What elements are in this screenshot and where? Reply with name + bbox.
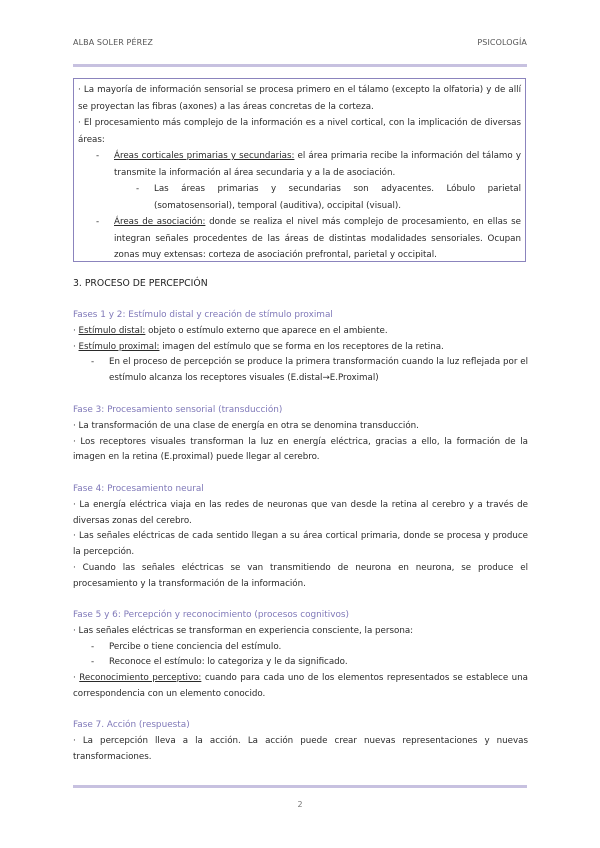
term: Estímulo distal: [78,325,146,336]
subheading: Fase 7. Acción (respuesta) [73,720,190,730]
box-sub-bullet [78,181,521,214]
bullet-text: donde se realiza el nivel más complejo de procesamiento, en ellas se integran señales procedentes de las áreas de distintas modalidades sensoriales. Ocupan zonas muy extensas: corteza de asociación prefrontal, parietal y occipital. [114,217,521,260]
page-number: 2 [297,800,303,809]
dash-marker: - [91,641,95,652]
dash-marker: - [96,217,100,227]
dash-marker: - [136,184,140,194]
list-item: - En el proceso de percepción se produce la primera transformación cuando la luz reflejada por el estímulo alcanza los receptores visuales (E.distal→E.Proximal) [91,357,528,384]
subheading: Fase 3: Procesamiento sensorial (transducción) [73,405,283,415]
box-paragraph: · La mayoría de información sensorial se procesa primero en el tálamo (excepto la olfatoria) y de allí se proyectan las fibras (axones) a las áreas concretas de la corteza. [78,85,521,112]
term: Áreas de asociación: [114,217,206,227]
section-phases-1-2 [73,308,528,387]
text-line: · La transformación de una clase de energía en otra se denomina transducción. [73,420,419,431]
bullet-text: Las áreas primarias y secundarias son adyacentes. Lóbulo parietal (somatosensorial), temporal (auditiva), occipital (visual). [154,184,521,211]
text-line: · La energía eléctrica viaja en las redes de neuronas que van desde la retina al cerebro y a través de diversas zonas del cerebro. [73,499,528,526]
header-author: ALBA SOLER PÉREZ [73,38,153,47]
text-line: · La percepción lleva a la acción. La acción puede crear nuevas representaciones y nuevas transformaciones. [73,735,528,762]
text-line: · Los receptores visuales transforman la luz en energía eléctrica, gracias a ello, la formación de la imagen en la retina (E.proximal) puede llegar al cerebro. [73,436,528,463]
list-item: - Percibe o tiene conciencia del estímulo. [73,640,528,656]
term: Reconocimiento perceptivo: [79,673,202,684]
subheading: Fases 1 y 2: Estímulo distal y creación de stímulo proximal [73,310,333,320]
section-phase-3 [73,403,528,466]
box-bullet [78,214,521,264]
dash-marker: - [91,657,95,668]
section-phase-4 [73,482,528,593]
list-item: - Reconoce el estímulo: lo categoriza y le da significado. [73,655,528,671]
term: Estímulo proximal: [78,341,160,352]
summary-box [73,78,526,262]
footer-rule [73,785,527,788]
text-line: · Las señales eléctricas de cada sentido llegan a su área cortical primaria, donde se procesa y produce la percepción. [73,531,528,558]
box-bullet [78,148,521,181]
term: Áreas corticales primarias y secundarias: [114,151,295,161]
subheading: Fase 5 y 6: Percepción y reconocimiento (procesos cognitivos) [73,610,349,620]
section-phases-5-6 [73,608,528,703]
box-paragraph: · El procesamiento más complejo de la información es a nivel cortical, con la implicación de diversas áreas: [78,118,521,145]
text-line: · Reconocimiento perceptivo: cuando para cada uno de los elementos representados se establece una correspondencia con un elemento conocido. [73,673,528,699]
subheading: Fase 4: Procesamiento neural [73,484,204,494]
section-title: 3. PROCESO DE PERCEPCIÓN [73,278,208,289]
bullet-text: el área primaria recibe la información del tálamo y transmite la información al área secundaria y a la de asociación. [114,151,521,178]
header-subject: PSICOLOGÍA [477,38,527,47]
dash-marker: - [91,357,95,368]
text-line: · Estímulo proximal: imagen del estímulo que se forma en los receptores de la retina. [73,341,444,352]
header-rule [73,64,527,67]
dash-marker: - [96,151,100,161]
section-phase-7 [73,718,528,765]
text-line: · Cuando las señales eléctricas se van transmitiendo de neurona en neurona, se produce el procesamiento y la transformación de la información. [73,562,528,589]
text-line: · Las señales eléctricas se transforman en experiencia consciente, la persona: [73,625,414,636]
text-line: · Estímulo distal: objeto o estímulo externo que aparece en el ambiente. [73,325,388,336]
